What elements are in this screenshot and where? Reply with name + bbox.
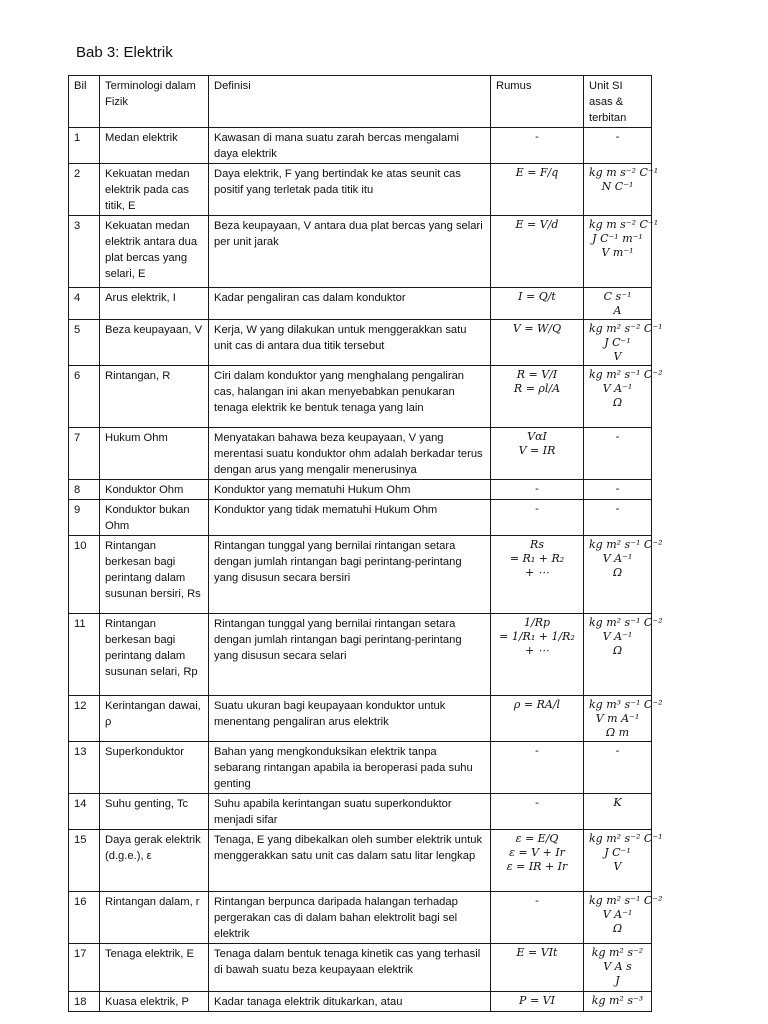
cell-bil: 6 <box>69 366 100 428</box>
header-bil: Bil <box>69 76 100 128</box>
unit-line: V m⁻¹ <box>601 246 634 259</box>
formula-lines <box>496 616 578 658</box>
cell-term: Rintangan dalam, r <box>100 892 209 944</box>
cell-unit <box>584 366 663 428</box>
cell-unit <box>584 794 652 830</box>
unit-line: kg m² s⁻¹ C⁻² <box>589 894 663 907</box>
header-term: Terminologi dalam Fizik <box>100 76 209 128</box>
table-row <box>69 216 652 288</box>
cell-term: Kekuatan medan elektrik antara dua plat bercas yang selari, E <box>100 216 209 288</box>
formula-line: + ⋯ <box>525 644 549 657</box>
cell-definition: Konduktor yang mematuhi Hukum Ohm <box>209 480 491 500</box>
formula-line: - <box>535 482 539 495</box>
unit-lines <box>589 166 659 194</box>
table-row <box>69 742 652 794</box>
cell-unit <box>584 164 659 216</box>
unit-line: J C⁻¹ m⁻¹ <box>592 232 643 245</box>
cell-bil: 10 <box>69 536 100 614</box>
formula-lines <box>496 832 578 874</box>
cell-unit <box>584 320 663 366</box>
unit-line: V A⁻¹ <box>602 382 633 395</box>
cell-unit <box>584 216 659 288</box>
cell-term: Kekuatan medan elektrik pada cas titik, E <box>100 164 209 216</box>
formula-lines <box>496 744 578 758</box>
unit-line: kg m³ s⁻¹ C⁻² <box>589 698 663 711</box>
cell-term: Hukum Ohm <box>100 428 209 480</box>
formula-lines <box>496 290 578 304</box>
unit-lines <box>589 218 659 260</box>
formula-lines <box>496 994 578 1008</box>
table-body <box>69 128 663 1012</box>
unit-line: J C⁻¹ <box>604 336 631 349</box>
table-row <box>69 536 652 614</box>
cell-definition: Konduktor yang tidak mematuhi Hukum Ohm <box>209 500 491 536</box>
table-row <box>69 794 652 830</box>
cell-unit <box>584 992 652 1012</box>
unit-line: V A⁻¹ <box>602 908 633 921</box>
formula-line: V = IR <box>518 444 556 457</box>
formula-lines <box>496 538 578 580</box>
formula-lines <box>496 482 578 496</box>
unit-line: kg m s⁻² C⁻¹ <box>589 166 659 179</box>
unit-line: Ω <box>612 566 623 579</box>
unit-line: Ω <box>612 922 623 935</box>
cell-bil: 14 <box>69 794 100 830</box>
unit-line: kg m² s⁻² C⁻¹ <box>589 322 663 335</box>
cell-bil: 9 <box>69 500 100 536</box>
header-formula: Rumus <box>491 76 584 128</box>
document-title: Bab 3: Elektrik <box>76 44 173 61</box>
unit-lines <box>589 744 646 758</box>
unit-line: - <box>615 502 620 515</box>
cell-bil: 1 <box>69 128 100 164</box>
formula-lines <box>496 502 578 516</box>
formula-lines <box>496 322 578 336</box>
table-row <box>69 320 652 366</box>
formula-line: ε = V + Ir <box>509 846 565 859</box>
unit-line: kg m² s⁻² <box>591 946 644 959</box>
cell-term: Tenaga elektrik, E <box>100 944 209 992</box>
unit-line: V A s <box>603 960 632 973</box>
unit-line: Ω <box>612 644 623 657</box>
header-definition: Definisi <box>209 76 491 128</box>
unit-lines <box>589 616 663 658</box>
formula-line: = R₁ + R₂ <box>509 552 565 565</box>
unit-line: kg m² s⁻¹ C⁻² <box>589 616 663 629</box>
cell-formula <box>491 320 584 366</box>
cell-term: Konduktor Ohm <box>100 480 209 500</box>
cell-bil: 11 <box>69 614 100 696</box>
formula-line: - <box>535 894 539 907</box>
table-row <box>69 128 652 164</box>
unit-line: K <box>613 796 622 809</box>
unit-lines <box>589 538 663 580</box>
cell-definition: Menyatakan bahawa beza keupayaan, V yang merentasi suatu konduktor ohm adalah berkadar terus dengan arus yang mengalir menerusinya <box>209 428 491 480</box>
cell-unit <box>584 742 652 794</box>
cell-unit <box>584 428 652 480</box>
unit-line: kg m² s⁻¹ C⁻² <box>589 538 663 551</box>
cell-term: Rintangan, R <box>100 366 209 428</box>
unit-line: Ω <box>612 396 623 409</box>
cell-definition: Suhu apabila kerintangan suatu superkonduktor menjadi sifar <box>209 794 491 830</box>
unit-line: V A⁻¹ <box>602 552 633 565</box>
table-row <box>69 614 652 696</box>
unit-lines <box>589 482 646 496</box>
formula-line: Rs <box>530 538 544 551</box>
table-row <box>69 366 652 428</box>
cell-definition: Tenaga dalam bentuk tenaga kinetik cas yang terhasil di bawah suatu beza keupayaan elektrik <box>209 944 491 992</box>
cell-bil: 8 <box>69 480 100 500</box>
formula-lines <box>496 166 578 180</box>
table-row <box>69 696 652 742</box>
formula-line: + ⋯ <box>525 566 549 579</box>
cell-definition: Tenaga, E yang dibekalkan oleh sumber elektrik untuk menggerakkan satu unit cas dalam satu litar lengkap <box>209 830 491 892</box>
cell-formula <box>491 830 584 892</box>
cell-term: Konduktor bukan Ohm <box>100 500 209 536</box>
formula-lines <box>496 430 578 458</box>
unit-line: kg m² s⁻³ <box>591 994 644 1007</box>
unit-line: J C⁻¹ <box>604 846 631 859</box>
cell-definition: Ciri dalam konduktor yang menghalang pengaliran cas, halangan ini akan menyebabkan penukaran tenaga elektrik ke bentuk tenaga yang lain <box>209 366 491 428</box>
formula-line: - <box>535 796 539 809</box>
cell-bil: 18 <box>69 992 100 1012</box>
formula-line: - <box>535 130 539 143</box>
unit-line: V <box>613 860 622 873</box>
cell-bil: 15 <box>69 830 100 892</box>
unit-lines <box>589 322 663 364</box>
cell-formula <box>491 992 584 1012</box>
unit-line: Ω m <box>605 726 630 739</box>
formula-line: E = VIt <box>516 946 558 959</box>
formula-line: - <box>535 744 539 757</box>
cell-definition: Rintangan tunggal yang bernilai rintangan setara dengan jumlah rintangan bagi perintang-perintang yang disusun secara selari <box>209 614 491 696</box>
cell-formula <box>491 794 584 830</box>
cell-term: Beza keupayaan, V <box>100 320 209 366</box>
cell-unit <box>584 892 663 944</box>
cell-bil: 16 <box>69 892 100 944</box>
cell-definition: Rintangan berpunca daripada halangan terhadap pergerakan cas di dalam bahan elektrolit bagi sel elektrik <box>209 892 491 944</box>
cell-formula <box>491 500 584 536</box>
cell-definition: Kerja, W yang dilakukan untuk menggerakkan satu unit cas di antara dua titik tersebut <box>209 320 491 366</box>
cell-term: Superkonduktor <box>100 742 209 794</box>
formula-line: I = Q/t <box>518 290 556 303</box>
unit-line: kg m s⁻² C⁻¹ <box>589 218 659 231</box>
table-header-row <box>69 76 652 128</box>
formula-lines <box>496 796 578 810</box>
cell-formula <box>491 696 584 742</box>
cell-bil: 17 <box>69 944 100 992</box>
formula-line: ε = E/Q <box>515 832 559 845</box>
unit-line: - <box>615 744 620 757</box>
cell-definition: Kawasan di mana suatu zarah bercas mengalami daya elektrik <box>209 128 491 164</box>
table-row <box>69 892 652 944</box>
cell-formula <box>491 288 584 320</box>
formula-line: E = V/d <box>515 218 559 231</box>
cell-term: Daya gerak elektrik (d.g.e.), ε <box>100 830 209 892</box>
unit-line: V m A⁻¹ <box>595 712 640 725</box>
cell-term: Suhu genting, Tc <box>100 794 209 830</box>
cell-term: Medan elektrik <box>100 128 209 164</box>
cell-formula <box>491 164 584 216</box>
unit-lines <box>589 946 646 988</box>
unit-line: A <box>613 304 622 317</box>
unit-lines <box>589 698 663 740</box>
cell-formula <box>491 128 584 164</box>
cell-bil: 7 <box>69 428 100 480</box>
unit-lines <box>589 290 646 318</box>
unit-line: V <box>613 350 622 363</box>
formula-line: R = V/I <box>516 368 558 381</box>
cell-formula <box>491 366 584 428</box>
unit-line: N C⁻¹ <box>601 180 634 193</box>
physics-terms-table <box>68 75 663 1012</box>
formula-line: R = ρl/A <box>513 382 561 395</box>
unit-lines <box>589 994 646 1008</box>
table-row <box>69 830 652 892</box>
cell-unit <box>584 830 663 892</box>
unit-line: kg m² s⁻² C⁻¹ <box>589 832 663 845</box>
cell-unit <box>584 536 663 614</box>
cell-bil: 2 <box>69 164 100 216</box>
cell-bil: 12 <box>69 696 100 742</box>
formula-lines <box>496 698 578 712</box>
cell-bil: 13 <box>69 742 100 794</box>
formula-line: E = F/q <box>515 166 559 179</box>
formula-line: = 1/R₁ + 1/R₂ <box>499 630 575 643</box>
formula-lines <box>496 368 578 396</box>
cell-unit <box>584 944 652 992</box>
cell-unit <box>584 500 652 536</box>
table-row <box>69 500 652 536</box>
cell-bil: 4 <box>69 288 100 320</box>
unit-lines <box>589 894 663 936</box>
cell-unit <box>584 288 652 320</box>
table-row <box>69 944 652 992</box>
cell-bil: 5 <box>69 320 100 366</box>
unit-lines <box>589 130 646 144</box>
formula-line: - <box>535 502 539 515</box>
unit-line: kg m² s⁻¹ C⁻² <box>589 368 663 381</box>
cell-definition: Kadar pengaliran cas dalam konduktor <box>209 288 491 320</box>
table-row <box>69 428 652 480</box>
unit-lines <box>589 430 646 444</box>
cell-unit <box>584 480 652 500</box>
unit-line: - <box>615 430 620 443</box>
table-row <box>69 992 652 1012</box>
cell-term: Kerintangan dawai, ρ <box>100 696 209 742</box>
cell-definition: Daya elektrik, F yang bertindak ke atas seunit cas positif yang terletak pada titik itu <box>209 164 491 216</box>
cell-definition: Suatu ukuran bagi keupayaan konduktor untuk menentang pengaliran arus elektrik <box>209 696 491 742</box>
cell-formula <box>491 480 584 500</box>
unit-lines <box>589 502 646 516</box>
cell-unit <box>584 614 663 696</box>
unit-line: V A⁻¹ <box>602 630 633 643</box>
cell-formula <box>491 944 584 992</box>
cell-term: Kuasa elektrik, P <box>100 992 209 1012</box>
cell-term: Rintangan berkesan bagi perintang dalam susunan selari, Rp <box>100 614 209 696</box>
unit-line: J <box>615 974 620 987</box>
unit-line: - <box>615 482 620 495</box>
unit-line: C s⁻¹ <box>603 290 632 303</box>
table-row <box>69 480 652 500</box>
unit-lines <box>589 368 663 410</box>
cell-unit <box>584 696 663 742</box>
cell-definition: Beza keupayaan, V antara dua plat bercas yang selari per unit jarak <box>209 216 491 288</box>
cell-formula <box>491 614 584 696</box>
formula-line: P = VI <box>519 994 555 1007</box>
formula-lines <box>496 218 578 232</box>
cell-bil: 3 <box>69 216 100 288</box>
unit-lines <box>589 796 646 810</box>
cell-formula <box>491 536 584 614</box>
table-row <box>69 164 652 216</box>
unit-lines <box>589 832 663 874</box>
formula-lines <box>496 130 578 144</box>
cell-formula <box>491 428 584 480</box>
cell-formula <box>491 216 584 288</box>
formula-line: VαI <box>527 430 547 443</box>
cell-formula <box>491 742 584 794</box>
cell-unit <box>584 128 652 164</box>
formula-line: ε = IR + Ir <box>506 860 568 873</box>
formula-lines <box>496 946 578 960</box>
cell-definition: Kadar tanaga elektrik ditukarkan, atau <box>209 992 491 1012</box>
cell-formula <box>491 892 584 944</box>
table-row <box>69 288 652 320</box>
unit-line: - <box>615 130 620 143</box>
header-unit: Unit SI asas & terbitan <box>584 76 652 128</box>
formula-line: 1/Rp <box>523 616 551 629</box>
cell-definition: Bahan yang mengkonduksikan elektrik tanpa sebarang rintangan apabila ia beroperasi pada suhu genting <box>209 742 491 794</box>
formula-lines <box>496 894 578 908</box>
cell-definition: Rintangan tunggal yang bernilai rintangan setara dengan jumlah rintangan bagi perintang-perintang yang disusun secara bersiri <box>209 536 491 614</box>
cell-term: Rintangan berkesan bagi perintang dalam susunan bersiri, Rs <box>100 536 209 614</box>
formula-line: ρ = RA/l <box>513 698 561 711</box>
cell-term: Arus elektrik, I <box>100 288 209 320</box>
formula-line: V = W/Q <box>512 322 562 335</box>
